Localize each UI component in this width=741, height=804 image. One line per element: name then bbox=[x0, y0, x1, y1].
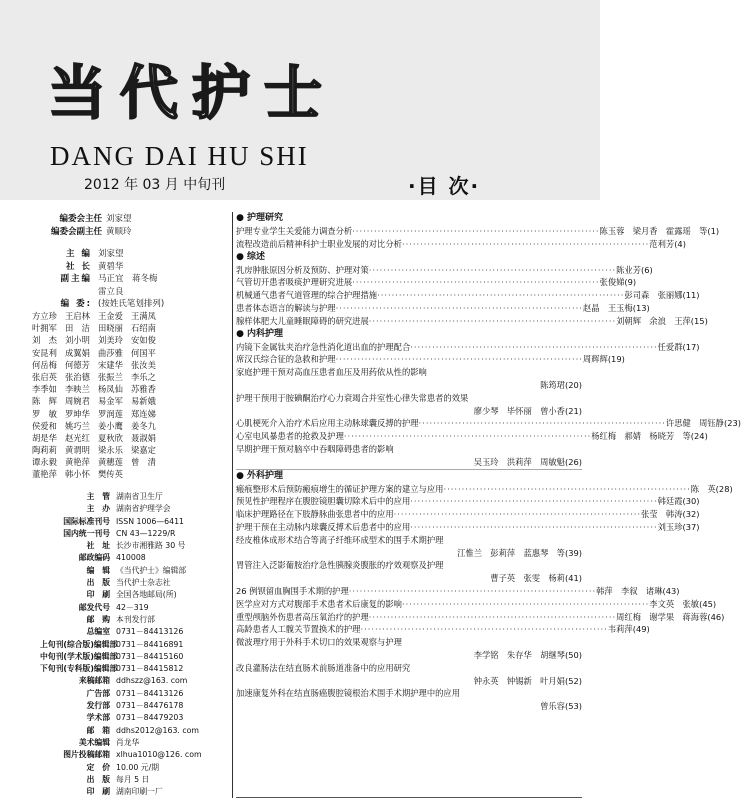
member-name: 刘小明 bbox=[65, 335, 90, 346]
publication-row bbox=[40, 700, 236, 712]
member-row bbox=[32, 432, 232, 444]
editor-value: 刘家望 bbox=[98, 249, 124, 259]
editor-value: 黄碧华 bbox=[98, 261, 124, 272]
publication-value: 10.00 元/期 bbox=[116, 762, 160, 772]
publication-value: 长沙市湘雅路 30 号 bbox=[116, 541, 186, 551]
publication-row bbox=[40, 565, 236, 577]
member-name: 陶莉莉 bbox=[32, 445, 57, 456]
member-row bbox=[32, 468, 232, 480]
editor-row bbox=[30, 260, 230, 273]
publication-row bbox=[40, 516, 236, 528]
issue-date: 2012 年 03 月 中旬刊 bbox=[84, 177, 226, 193]
publication-value: 《当代护士》编辑部 bbox=[116, 565, 187, 575]
publication-label: 邮 购 bbox=[86, 614, 110, 624]
article-authors: 韦莉萍(49) bbox=[607, 624, 650, 635]
leader-dots: ···································································· bbox=[368, 264, 617, 275]
editorial-board bbox=[30, 212, 230, 310]
article-authors: 彭司森 张丽娜(11) bbox=[624, 290, 700, 301]
article-authors: 钟永英 钟锡新 叶月娟(52) bbox=[473, 675, 582, 686]
publication-label: 美术编辑 bbox=[78, 737, 110, 747]
publication-value: 0731－84416891 bbox=[116, 639, 184, 649]
member-name: 夏秋欣 bbox=[98, 432, 123, 443]
article-title: 腺样体肥大儿童睡眠障碍的研究进展 bbox=[236, 315, 369, 326]
publication-row bbox=[40, 528, 236, 540]
editor-label: 主 编 bbox=[66, 249, 92, 259]
member-name: 姜冬九 bbox=[131, 420, 156, 431]
article-title: 护理专业学生关爱能力调查分析 bbox=[236, 226, 353, 236]
contents-item[interactable] bbox=[236, 636, 582, 662]
publication-value: xlhua1010@126. com bbox=[116, 750, 202, 760]
leader-dots: ···································································· bbox=[368, 611, 617, 622]
member-name: 周婉君 bbox=[65, 396, 90, 407]
publication-value: 0731－84413126 bbox=[116, 627, 184, 637]
member-name: 苏雅香 bbox=[131, 384, 156, 395]
article-title: 改良灌肠法在结直肠术前肠道准备中的应用研究 bbox=[236, 662, 411, 673]
contents-item[interactable] bbox=[236, 302, 650, 315]
contents-item[interactable] bbox=[236, 483, 733, 496]
contents-item[interactable] bbox=[236, 443, 582, 470]
article-title: 内镜下金属钛夹治疗急性消化道出血的护理配合 bbox=[236, 341, 411, 352]
article-title: 席汉氏综合征的急救和护理 bbox=[236, 354, 336, 365]
article-title: 机械通气患者气道管理的综合护理措施 bbox=[236, 290, 378, 301]
article-title: 经皮椎体成形术结合等离子纤维环成型术的围手术期护理 bbox=[236, 534, 444, 545]
publication-label: 定 价 bbox=[86, 762, 110, 772]
publication-value: 0731－84413126 bbox=[116, 688, 184, 698]
member-name: 李季如 bbox=[32, 384, 57, 395]
section-title: 内科护理 bbox=[247, 328, 284, 339]
member-row bbox=[32, 322, 232, 334]
article-authors: 李文英 张敏(45) bbox=[649, 598, 717, 609]
leader-dots: ···································································· bbox=[343, 431, 592, 442]
contents-item[interactable] bbox=[236, 392, 582, 418]
member-name: 梁嘉定 bbox=[131, 445, 156, 456]
article-authors: 江惟兰 彭莉萍 蓝惠琴 等(39) bbox=[457, 547, 582, 558]
article-title: 乳房肿胀原因分析及预防、护理对策 bbox=[236, 264, 369, 275]
member-name: 田 洁 bbox=[65, 323, 90, 334]
contents-item[interactable] bbox=[236, 353, 625, 366]
article-authors: 周辉辉(19) bbox=[582, 354, 625, 365]
publication-value: CN 43—1229/R bbox=[116, 528, 176, 538]
publication-label: 邮 箱 bbox=[86, 725, 110, 735]
section-title: 外科护理 bbox=[247, 470, 284, 481]
article-title: 气管切开患者吸痰护理研究进展 bbox=[236, 277, 353, 288]
article-title: 微波理疗用于外科手术切口的效果观察与护理 bbox=[236, 637, 402, 648]
member-name: 罗润莲 bbox=[98, 408, 123, 419]
article-title: 加速康复外科在结直肠癌腹腔镜根治术围手术期护理中的应用 bbox=[236, 688, 461, 699]
publication-value: 0731－84479203 bbox=[116, 713, 184, 723]
leader-dots: ···································································· bbox=[348, 585, 597, 596]
leader-dots: ···································································· bbox=[368, 315, 617, 326]
leader-dots: ···································································· bbox=[335, 302, 583, 313]
publication-row bbox=[40, 712, 236, 724]
publication-row bbox=[40, 786, 236, 798]
publication-label: 编 辑 bbox=[86, 565, 110, 575]
publication-label: 印 刷 bbox=[86, 787, 110, 797]
contents-item[interactable] bbox=[236, 417, 741, 430]
member-name: 梁永乐 bbox=[98, 445, 123, 456]
contents-item[interactable] bbox=[236, 598, 717, 611]
member-name: 郑连娣 bbox=[131, 408, 156, 419]
section-heading bbox=[236, 251, 582, 264]
editor-label: 社 长 bbox=[66, 261, 92, 272]
member-name: 何岳梅 bbox=[32, 359, 57, 370]
journal-pinyin: DANG DAI HU SHI bbox=[50, 141, 309, 171]
publication-label: 来稿邮箱 bbox=[78, 676, 110, 686]
editorial-row bbox=[30, 212, 230, 225]
member-name: 刘 杰 bbox=[32, 335, 57, 346]
publication-label: 发行部 bbox=[86, 701, 110, 711]
bottom-rule bbox=[236, 797, 582, 798]
contents-item[interactable] bbox=[236, 289, 700, 302]
bullet-icon: ● bbox=[236, 470, 244, 481]
publication-label: 主 管 bbox=[86, 492, 110, 501]
member-name: 何德芳 bbox=[65, 359, 90, 370]
bullet-icon: ● bbox=[236, 328, 244, 339]
leader-dots: ···································································· bbox=[410, 496, 658, 507]
publication-label: 图片投稿邮箱 bbox=[63, 750, 110, 760]
contents-item[interactable] bbox=[236, 559, 582, 585]
article-authors: 陈 英(28) bbox=[690, 483, 733, 494]
member-name: 黄艳萍 bbox=[65, 457, 90, 468]
publication-value: ddhszz@163. com bbox=[116, 676, 188, 686]
publication-label: 主 办 bbox=[86, 504, 110, 514]
publication-label: 广告部 bbox=[86, 688, 110, 698]
publication-row bbox=[40, 651, 236, 663]
contents-item[interactable] bbox=[236, 341, 700, 354]
member-name: 陈 辉 bbox=[32, 396, 57, 407]
publication-row bbox=[40, 540, 236, 552]
contents-item[interactable] bbox=[236, 315, 708, 328]
member-name: 叶拥军 bbox=[32, 323, 57, 334]
editor-row bbox=[30, 272, 230, 285]
editorial-label: 编委会副主任 bbox=[50, 226, 102, 237]
publication-row bbox=[40, 675, 236, 687]
member-name: 张振兰 bbox=[98, 371, 123, 382]
article-authors: 周红梅 谢学果 蒋海蓉(46) bbox=[616, 611, 725, 622]
article-authors: 许思健 周钰静(23) bbox=[665, 418, 741, 429]
publication-row bbox=[40, 749, 236, 761]
publication-row bbox=[40, 737, 236, 749]
leader-dots: ···································································· bbox=[443, 483, 691, 494]
publication-value: 0731－84415160 bbox=[116, 651, 184, 661]
article-title: 重型颅脑外伤患者高压氧治疗的护理 bbox=[236, 611, 369, 622]
publication-value: 42－319 bbox=[116, 602, 149, 612]
article-authors: 张俊娣(9) bbox=[599, 277, 637, 288]
contents-item[interactable] bbox=[236, 585, 680, 598]
leader-dots: ···································································· bbox=[352, 277, 600, 288]
publication-value: 本刊发行部 bbox=[116, 614, 155, 624]
editor-label: 编 委: bbox=[60, 299, 92, 309]
editor-label: 副主编 bbox=[60, 274, 92, 284]
member-name: 杨凤仙 bbox=[98, 384, 123, 395]
leader-dots: ···································································· bbox=[352, 226, 600, 236]
article-authors: 陈筠珺(20) bbox=[540, 379, 582, 390]
member-name: 聂淑娟 bbox=[131, 432, 156, 443]
contents-item[interactable] bbox=[236, 534, 582, 560]
member-name: 黄穗莲 bbox=[98, 457, 123, 468]
leader-dots: ···································································· bbox=[401, 598, 650, 609]
member-name: 方立珍 bbox=[32, 311, 57, 321]
publication-value: 410008 bbox=[116, 553, 146, 563]
article-authors: 陈业芳(6) bbox=[616, 264, 653, 275]
editor-value: 马正宜 蒋冬梅 bbox=[98, 274, 158, 284]
member-name: 董艳萍 bbox=[32, 469, 57, 480]
publication-row bbox=[40, 762, 236, 774]
article-title: 医学应对方式对腹部手术患者术后康复的影响 bbox=[236, 598, 402, 609]
member-row bbox=[32, 408, 232, 420]
publication-value: 全国各地邮局(所) bbox=[116, 590, 177, 600]
publication-value: 每月 5 日 bbox=[116, 774, 150, 784]
editor-value: 雷立良 bbox=[98, 286, 124, 297]
member-name: 王金爱 bbox=[98, 311, 123, 321]
article-authors: 赵晶 王玉梅(13) bbox=[582, 302, 650, 313]
article-authors: 刘朝辉 余浪 王萍(15) bbox=[616, 315, 708, 326]
publication-label: 总编室 bbox=[86, 627, 110, 637]
publication-label: 出 版 bbox=[86, 774, 110, 784]
publication-row bbox=[40, 725, 236, 737]
publication-row bbox=[40, 626, 236, 638]
publication-value: 湖南省护理学会 bbox=[116, 504, 171, 514]
article-authors: 任爱群(17) bbox=[657, 341, 700, 352]
section-title: 护理研究 bbox=[247, 213, 284, 223]
member-name: 王启林 bbox=[65, 311, 90, 321]
publication-value: 肖龙华 bbox=[116, 737, 140, 747]
section-heading bbox=[236, 212, 582, 225]
publication-label: 上旬刊(综合版)编辑部 bbox=[40, 639, 118, 649]
publication-label: 邮发代号 bbox=[78, 602, 110, 612]
publication-value: ISSN 1006—6411 bbox=[116, 516, 184, 526]
leader-dots: ···································································· bbox=[377, 290, 625, 301]
article-authors: 杨红梅 郝婧 杨晓芳 等(24) bbox=[591, 431, 708, 442]
publication-row bbox=[40, 774, 236, 786]
table-of-contents bbox=[236, 212, 741, 713]
member-name: 侯爱和 bbox=[32, 420, 57, 431]
publication-row bbox=[40, 577, 236, 589]
member-row bbox=[32, 310, 232, 322]
member-name: 易金军 bbox=[98, 396, 123, 407]
member-name: 罗坤华 bbox=[65, 408, 90, 419]
editorial-value: 刘家望 bbox=[106, 214, 132, 224]
article-authors: 范利芳(4) bbox=[649, 238, 686, 249]
editor-row bbox=[30, 297, 230, 310]
publication-row bbox=[40, 491, 236, 503]
member-name: 田晓丽 bbox=[98, 323, 123, 334]
member-name: 王满凤 bbox=[131, 311, 156, 321]
publication-label: 社 址 bbox=[86, 541, 110, 551]
publication-value: ddhs2012@163. com bbox=[116, 725, 200, 735]
member-row bbox=[32, 395, 232, 407]
editor-row bbox=[30, 247, 230, 260]
publication-value: 0731－84415812 bbox=[116, 664, 184, 674]
article-title: 患者体态语言的解读与护理 bbox=[236, 302, 336, 313]
publication-value: 0731－84476178 bbox=[116, 701, 184, 711]
article-authors: 曾乐容(53) bbox=[540, 701, 582, 712]
article-authors: 韩廷霞(30) bbox=[657, 496, 700, 507]
member-name: 韩小怀 bbox=[65, 469, 90, 480]
section-heading bbox=[236, 470, 582, 483]
contents-item[interactable] bbox=[236, 623, 650, 636]
member-row bbox=[32, 359, 232, 371]
contents-item[interactable] bbox=[236, 521, 700, 534]
column-divider bbox=[232, 212, 233, 798]
member-name: 赵光红 bbox=[65, 432, 90, 443]
publication-info bbox=[40, 491, 236, 798]
article-title: 护理干预用于胺碘酮治疗心力衰竭合并室性心律失常患者的效果 bbox=[236, 392, 469, 403]
publication-label: 国内统一刊号 bbox=[63, 528, 110, 538]
contents-item[interactable] bbox=[236, 430, 708, 443]
editor-row bbox=[30, 285, 230, 298]
board-members bbox=[32, 310, 232, 481]
member-name: 黄谓明 bbox=[65, 445, 90, 456]
member-row bbox=[32, 383, 232, 395]
contents-item[interactable] bbox=[236, 687, 582, 713]
contents-item[interactable] bbox=[236, 495, 700, 508]
article-title: 预见性护理程序在腹腔镜胆囊切除术后中的应用 bbox=[236, 496, 411, 507]
publication-label: 出 版 bbox=[86, 578, 110, 588]
member-row bbox=[32, 420, 232, 432]
member-name: 张治德 bbox=[65, 371, 90, 382]
member-name: 成翼娟 bbox=[65, 347, 90, 358]
publication-row bbox=[40, 602, 236, 614]
publication-label: 印 刷 bbox=[86, 590, 110, 600]
article-title: 心室电风暴患者的抢救及护理 bbox=[236, 431, 344, 442]
publication-label: 学术部 bbox=[86, 713, 110, 723]
article-title: 心肌梗死介入治疗术后应用主动脉球囊反搏的护理 bbox=[236, 418, 419, 429]
publication-label: 中旬刊(学术版)编辑部 bbox=[40, 651, 118, 661]
journal-title: 当代护士 bbox=[48, 59, 337, 127]
article-authors: 廖少琴 毕怀丽 曾小香(21) bbox=[473, 405, 582, 416]
editorial-value: 黄顺玲 bbox=[106, 226, 132, 237]
article-title: 胃管注入泛影葡胺治疗急性胰腺炎腹胀的疗效观察及护理 bbox=[236, 560, 444, 571]
article-title: 高龄患者人工髋关节置换术的护理 bbox=[236, 624, 361, 635]
member-name: 姚巧兰 bbox=[65, 420, 90, 431]
contents-item[interactable] bbox=[236, 276, 637, 289]
member-row bbox=[32, 334, 232, 346]
member-name: 樊传英 bbox=[98, 469, 123, 480]
member-row bbox=[32, 347, 232, 359]
article-title: 临床护理路径在下肢静脉曲张患者中的应用 bbox=[236, 509, 394, 520]
publication-row bbox=[40, 639, 236, 651]
member-name bbox=[131, 468, 164, 480]
article-authors: 刘玉珍(37) bbox=[657, 521, 700, 532]
article-authors: 曹子英 张雯 杨莉(41) bbox=[490, 573, 582, 584]
publication-row bbox=[40, 552, 236, 564]
editorial-row bbox=[30, 225, 230, 238]
publication-row bbox=[40, 614, 236, 626]
contents-item[interactable] bbox=[236, 611, 725, 624]
member-row bbox=[32, 456, 232, 468]
member-name: 李映兰 bbox=[65, 384, 90, 395]
contents-heading: ·目 次· bbox=[408, 174, 481, 198]
contents-item[interactable] bbox=[236, 238, 686, 251]
member-name: 曾 清 bbox=[131, 457, 156, 468]
editor-value: (按姓氏笔划排列) bbox=[98, 299, 165, 309]
leader-dots: ···································································· bbox=[393, 509, 641, 520]
publication-label: 邮政编码 bbox=[78, 553, 110, 563]
publication-row bbox=[40, 503, 236, 515]
article-title: 家庭护理干预对高血压患者血压及用药依从性的影响 bbox=[236, 367, 427, 378]
article-authors: 张莹 韩涛(32) bbox=[641, 509, 700, 520]
contents-item[interactable] bbox=[236, 225, 720, 238]
publication-row bbox=[40, 589, 236, 601]
editorial-label: 编委会主任 bbox=[59, 214, 102, 224]
member-name: 宋建华 bbox=[98, 359, 123, 370]
member-name: 张汝美 bbox=[131, 359, 156, 370]
article-title: 瘢痕整形术后预防瘢痕增生的循证护理方案的建立与应用 bbox=[236, 483, 444, 494]
article-title: 早期护理干预对脑卒中吞咽障碍患者的影响 bbox=[236, 443, 394, 454]
contents-item[interactable] bbox=[236, 508, 700, 521]
article-title: 护理干预在主动脉内球囊反搏术后患者中的应用 bbox=[236, 521, 411, 532]
article-authors: 陈玉蓉 梁月香 霍露瑶 等(1) bbox=[599, 226, 720, 236]
publication-value: 当代护士杂志社 bbox=[116, 578, 171, 588]
publication-label: 下旬刊(专科版)编辑部 bbox=[40, 664, 118, 674]
member-name: 安如俊 bbox=[131, 335, 156, 346]
publication-value: 湖南印刷一厂 bbox=[116, 787, 163, 797]
publication-row bbox=[40, 688, 236, 700]
publication-value: 湖南省卫生厅 bbox=[116, 492, 163, 501]
article-title: 流程改造前后精神科护士职业发展的对比分析 bbox=[236, 238, 402, 249]
member-name: 姜小鹰 bbox=[98, 420, 123, 431]
leader-dots: ···································································· bbox=[410, 341, 658, 352]
article-authors: 韩萍 李叙 诸琳(43) bbox=[596, 585, 680, 596]
leader-dots: ···································································· bbox=[401, 238, 650, 249]
member-row bbox=[32, 444, 232, 456]
leader-dots: ···································································· bbox=[360, 624, 608, 635]
member-name: 罗 敏 bbox=[32, 408, 57, 419]
member-name: 曲莎雅 bbox=[98, 347, 123, 358]
contents-item[interactable] bbox=[236, 662, 582, 688]
article-title: 26 例钡留血胸围手术期的护理 bbox=[236, 585, 349, 596]
leader-dots: ···································································· bbox=[418, 418, 666, 429]
member-name: 刘美玲 bbox=[98, 335, 123, 346]
member-name: 胡是华 bbox=[32, 432, 57, 443]
article-authors: 吴玉玲 洪莉萍 周敏魁(26) bbox=[473, 456, 582, 467]
section-heading bbox=[236, 328, 582, 341]
publication-row bbox=[40, 663, 236, 675]
member-name: 谭永毅 bbox=[32, 457, 57, 468]
leader-dots: ···································································· bbox=[410, 521, 658, 532]
bullet-icon: ● bbox=[236, 213, 244, 223]
member-name: 安昆利 bbox=[32, 347, 57, 358]
member-name: 易新娥 bbox=[131, 396, 156, 407]
article-authors: 李学铭 朱存华 胡继琴(50) bbox=[473, 649, 582, 660]
member-name: 石绍南 bbox=[131, 323, 156, 334]
bullet-icon: ● bbox=[236, 251, 244, 262]
member-row bbox=[32, 371, 232, 383]
member-name: 张启英 bbox=[32, 371, 57, 382]
member-name: 李乐之 bbox=[131, 371, 156, 382]
leader-dots: ···································································· bbox=[335, 354, 583, 365]
member-name: 何国平 bbox=[131, 347, 156, 358]
publication-label: 国际标准刊号 bbox=[63, 516, 110, 526]
section-title: 综述 bbox=[247, 251, 266, 262]
contents-item[interactable] bbox=[236, 366, 582, 392]
contents-item[interactable] bbox=[236, 264, 653, 277]
